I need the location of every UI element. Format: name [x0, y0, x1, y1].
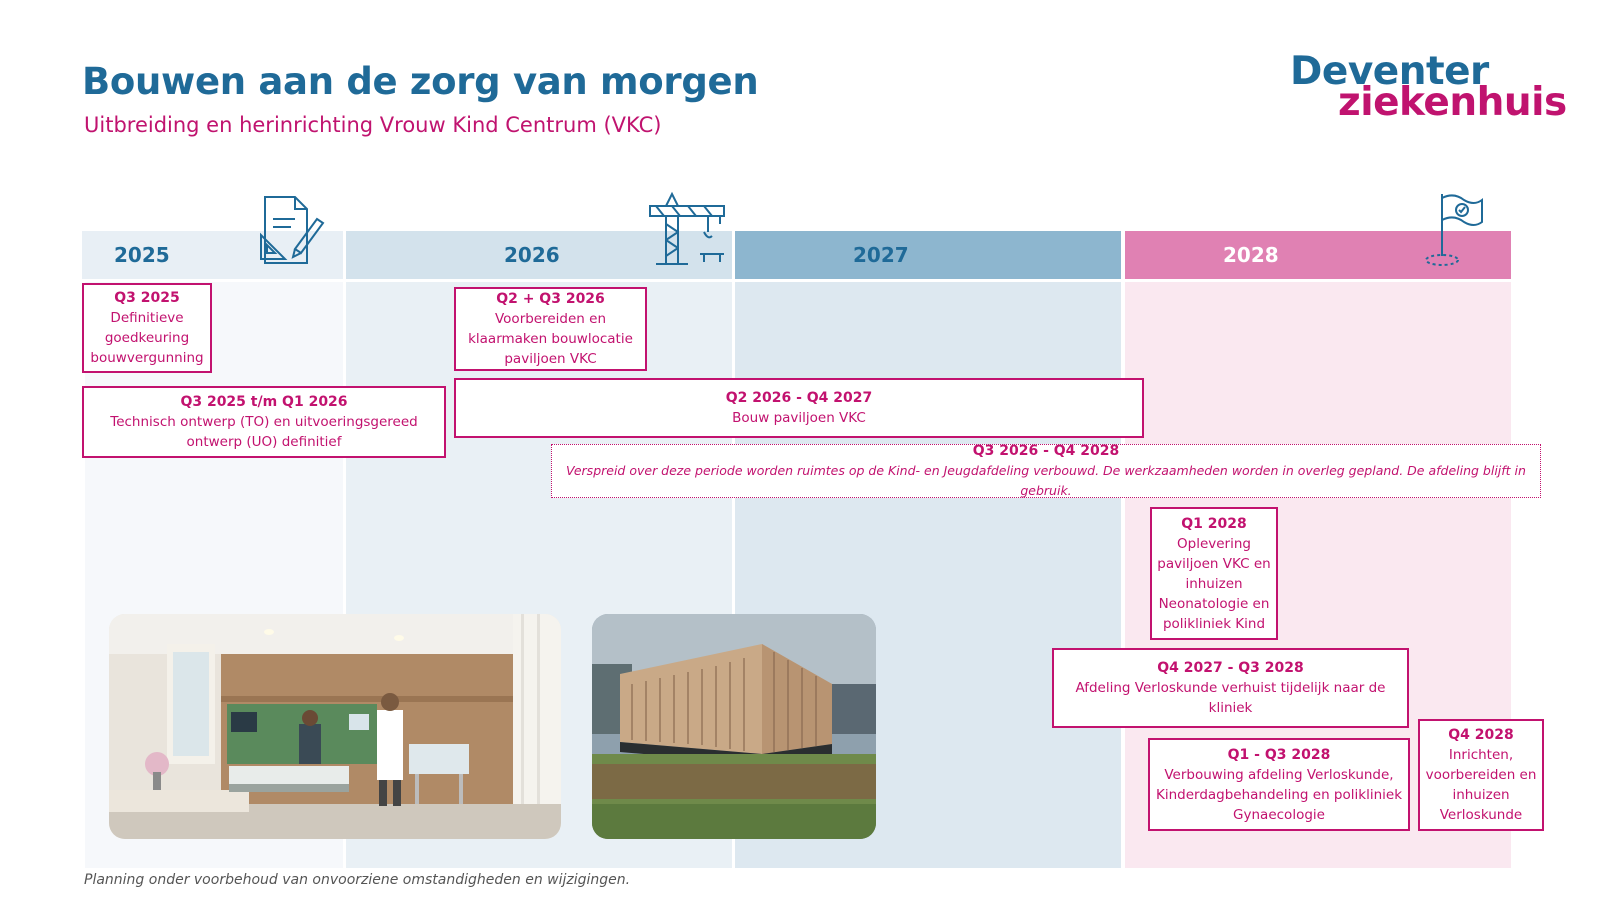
milestone-description: Inrichten, voorbereiden en inhuizen Verloskunde	[1425, 747, 1537, 823]
milestone-q1-q3-2028	[1148, 738, 1410, 831]
logo-line-2: ziekenhuis	[1338, 80, 1567, 125]
milestone-q4-2027-q3-2028	[1052, 648, 1409, 728]
page-title: Bouwen aan de zorg van morgen	[82, 60, 759, 103]
construction-crane-icon	[648, 190, 726, 270]
footnote: Planning onder voorbehoud van onvoorziene omstandigheden en wijzigingen.	[84, 872, 631, 888]
milestone-period: Q2 2026 - Q4 2027	[725, 390, 873, 406]
year-header-2027	[735, 231, 1121, 279]
year-label: 2026	[504, 243, 560, 267]
milestone-period: Q4 2028	[1448, 727, 1514, 743]
milestone-description: Bouw paviljoen VKC	[732, 410, 866, 426]
milestone-period: Q2 + Q3 2026	[496, 291, 605, 307]
milestone-q2-2026-q4-2027	[454, 378, 1144, 438]
milestone-q3-2026-q4-2028	[551, 444, 1541, 498]
year-label: 2027	[853, 243, 909, 267]
year-label: 2025	[114, 243, 170, 267]
milestone-q4-2028	[1418, 719, 1544, 831]
finish-flag-icon	[1420, 190, 1486, 270]
milestone-period: Q3 2025 t/m Q1 2026	[180, 394, 348, 410]
patient-room-photo	[109, 614, 561, 839]
logo-line-1: Deventer	[1290, 49, 1489, 94]
milestone-description: Oplevering paviljoen VKC en inhuizen Neonatologie en polikliniek Kind	[1157, 535, 1271, 632]
milestone-q2-q3-2026	[454, 287, 647, 371]
milestone-period: Q3 2026 - Q4 2028	[972, 443, 1120, 459]
milestone-description: Verbouwing afdeling Verloskunde, Kinderdagbehandeling en polikliniek Gynaecologie	[1155, 766, 1403, 823]
milestone-description: Afdeling Verloskunde verhuist tijdelijk naar de kliniek	[1075, 680, 1386, 716]
milestone-q1-2028	[1150, 507, 1278, 640]
milestone-period: Q4 2027 - Q3 2028	[1157, 660, 1304, 676]
milestone-q3-2025-q1-2026	[82, 386, 446, 458]
page-subtitle: Uitbreiding en herinrichting Vrouw Kind Centrum (VKC)	[84, 113, 662, 137]
year-label: 2028	[1223, 243, 1279, 267]
milestone-description: Technisch ontwerp (TO) en uitvoeringsgereed ontwerp (UO) definitief	[110, 414, 418, 450]
milestone-q3-2025	[82, 283, 212, 373]
milestone-period: Q1 - Q3 2028	[1227, 746, 1331, 763]
pavilion-exterior-photo	[592, 614, 876, 839]
milestone-description: Voorbereiden en klaarmaken bouwlocatie paviljoen VKC	[468, 311, 633, 367]
document-drawing-icon	[255, 193, 325, 267]
milestone-description: Definitieve goedkeuring bouwvergunning	[90, 310, 204, 366]
milestone-period: Q1 2028	[1181, 515, 1247, 532]
milestone-period: Q3 2025	[114, 290, 180, 306]
milestone-description: Verspreid over deze periode worden ruimtes op de Kind- en Jeugdafdeling verbouwd. De werkzaamheden worden in overleg gepland. De afdeling blijft in gebruik.	[566, 463, 1526, 498]
logo	[1290, 49, 1567, 125]
